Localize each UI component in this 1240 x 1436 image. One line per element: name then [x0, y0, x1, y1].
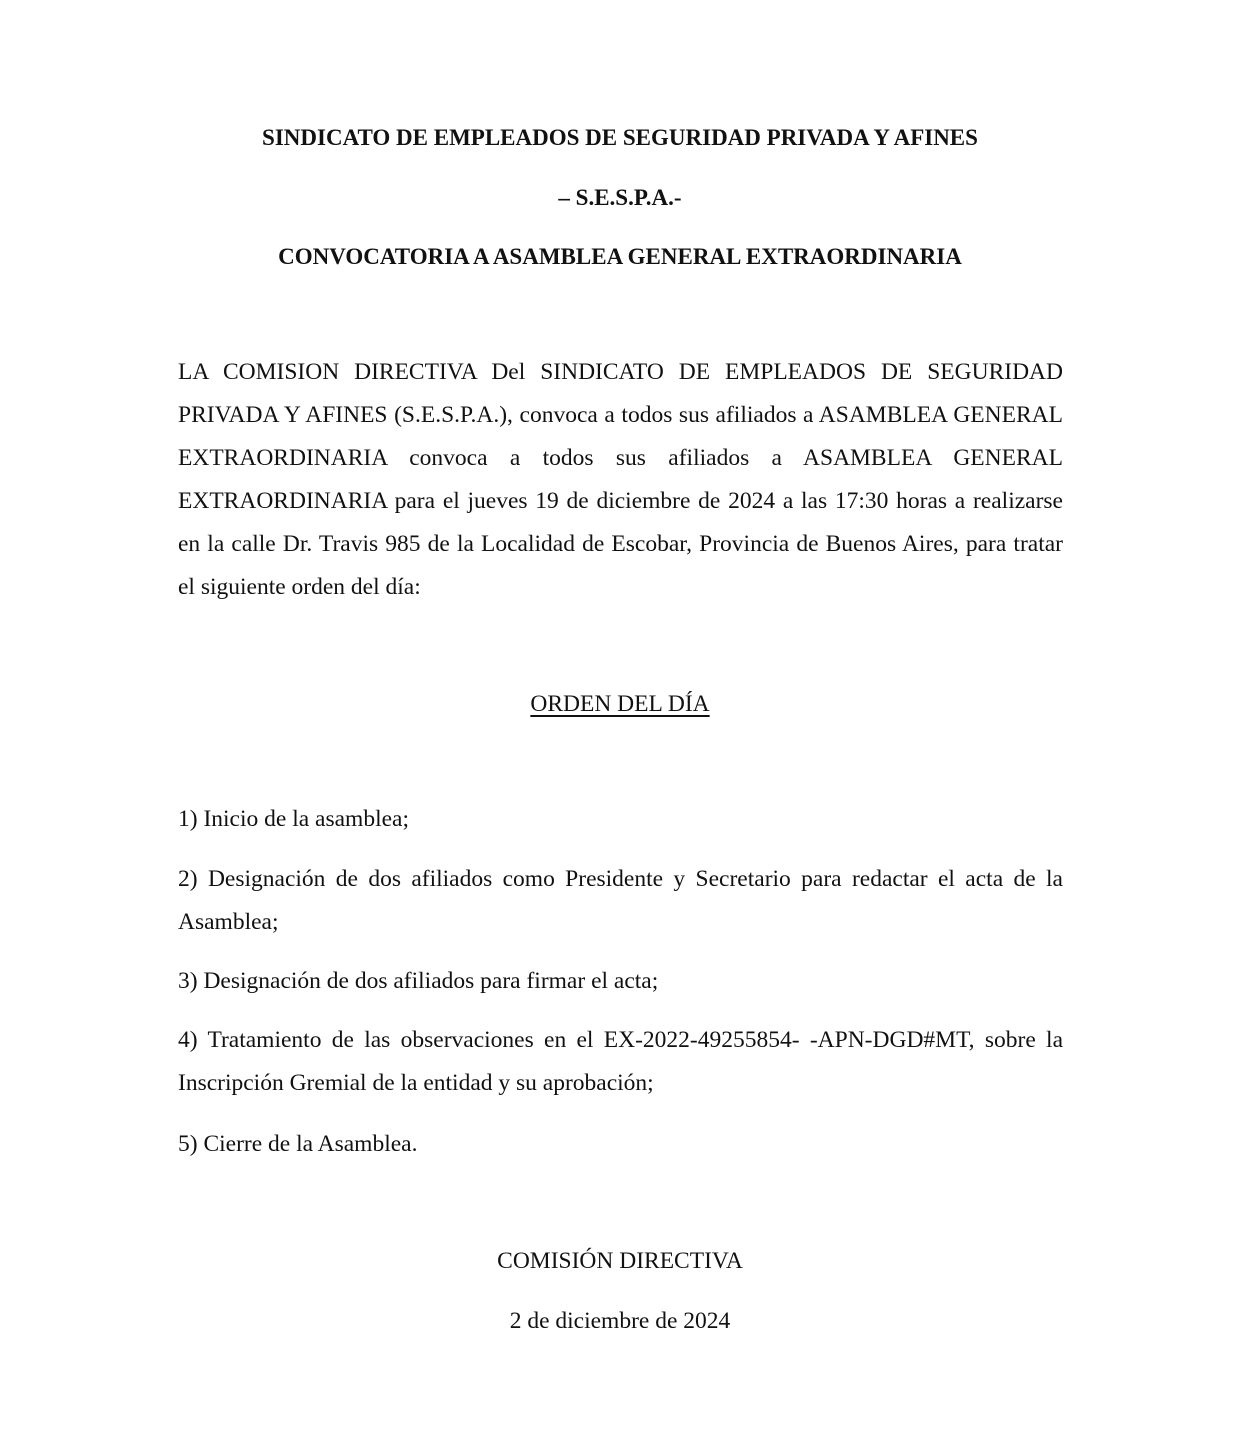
document-date: 2 de diciembre de 2024: [509, 1308, 731, 1334]
agenda-item-1: 1) Inicio de la asamblea;: [178, 806, 409, 832]
agenda-item-3: 3) Designación de dos afiliados para firmar el acta;: [178, 968, 659, 994]
union-acronym-heading: – S.E.S.P.A.-: [558, 185, 682, 210]
union-name-heading: SINDICATO DE EMPLEADOS DE SEGURIDAD PRIVADA Y AFINES: [262, 125, 978, 150]
agenda-item-5: 5) Cierre de la Asamblea.: [178, 1131, 418, 1157]
intro-paragraph: LA COMISION DIRECTIVA Del SINDICATO DE EMPLEADOS DE SEGURIDAD PRIVADA Y AFINES (S.E.S.P.A.), convoca a todos sus afiliados a ASAMBLEA GENERAL EXTRAORDINARIA convoca a todos sus afiliados a ASAMBLEA GENERAL EXTRAORDINARIA para el jueves 19 de diciembre de 2024 a las 17:30 horas a realizarse en la calle Dr. Travis 985 de la Localidad de Escobar, Provincia de Buenos Aires, para tratar el siguiente orden del día:: [178, 359, 1063, 600]
agenda-item-4: 4) Tratamiento de las observaciones en el EX-2022-49255854- -APN-DGD#MT, sobre la Inscripción Gremial de la entidad y su aprobación;: [178, 1027, 1063, 1096]
agenda-title: [0, 689, 1240, 719]
agenda-title-text: ORDEN DEL DÍA: [530, 691, 710, 717]
agenda-item-2: 2) Designación de dos afiliados como Presidente y Secretario para redactar el acta de la Asamblea;: [178, 866, 1063, 935]
assembly-call-heading: CONVOCATORIA A ASAMBLEA GENERAL EXTRAORDINARIA: [278, 244, 962, 269]
signature-line: COMISIÓN DIRECTIVA: [497, 1248, 743, 1274]
